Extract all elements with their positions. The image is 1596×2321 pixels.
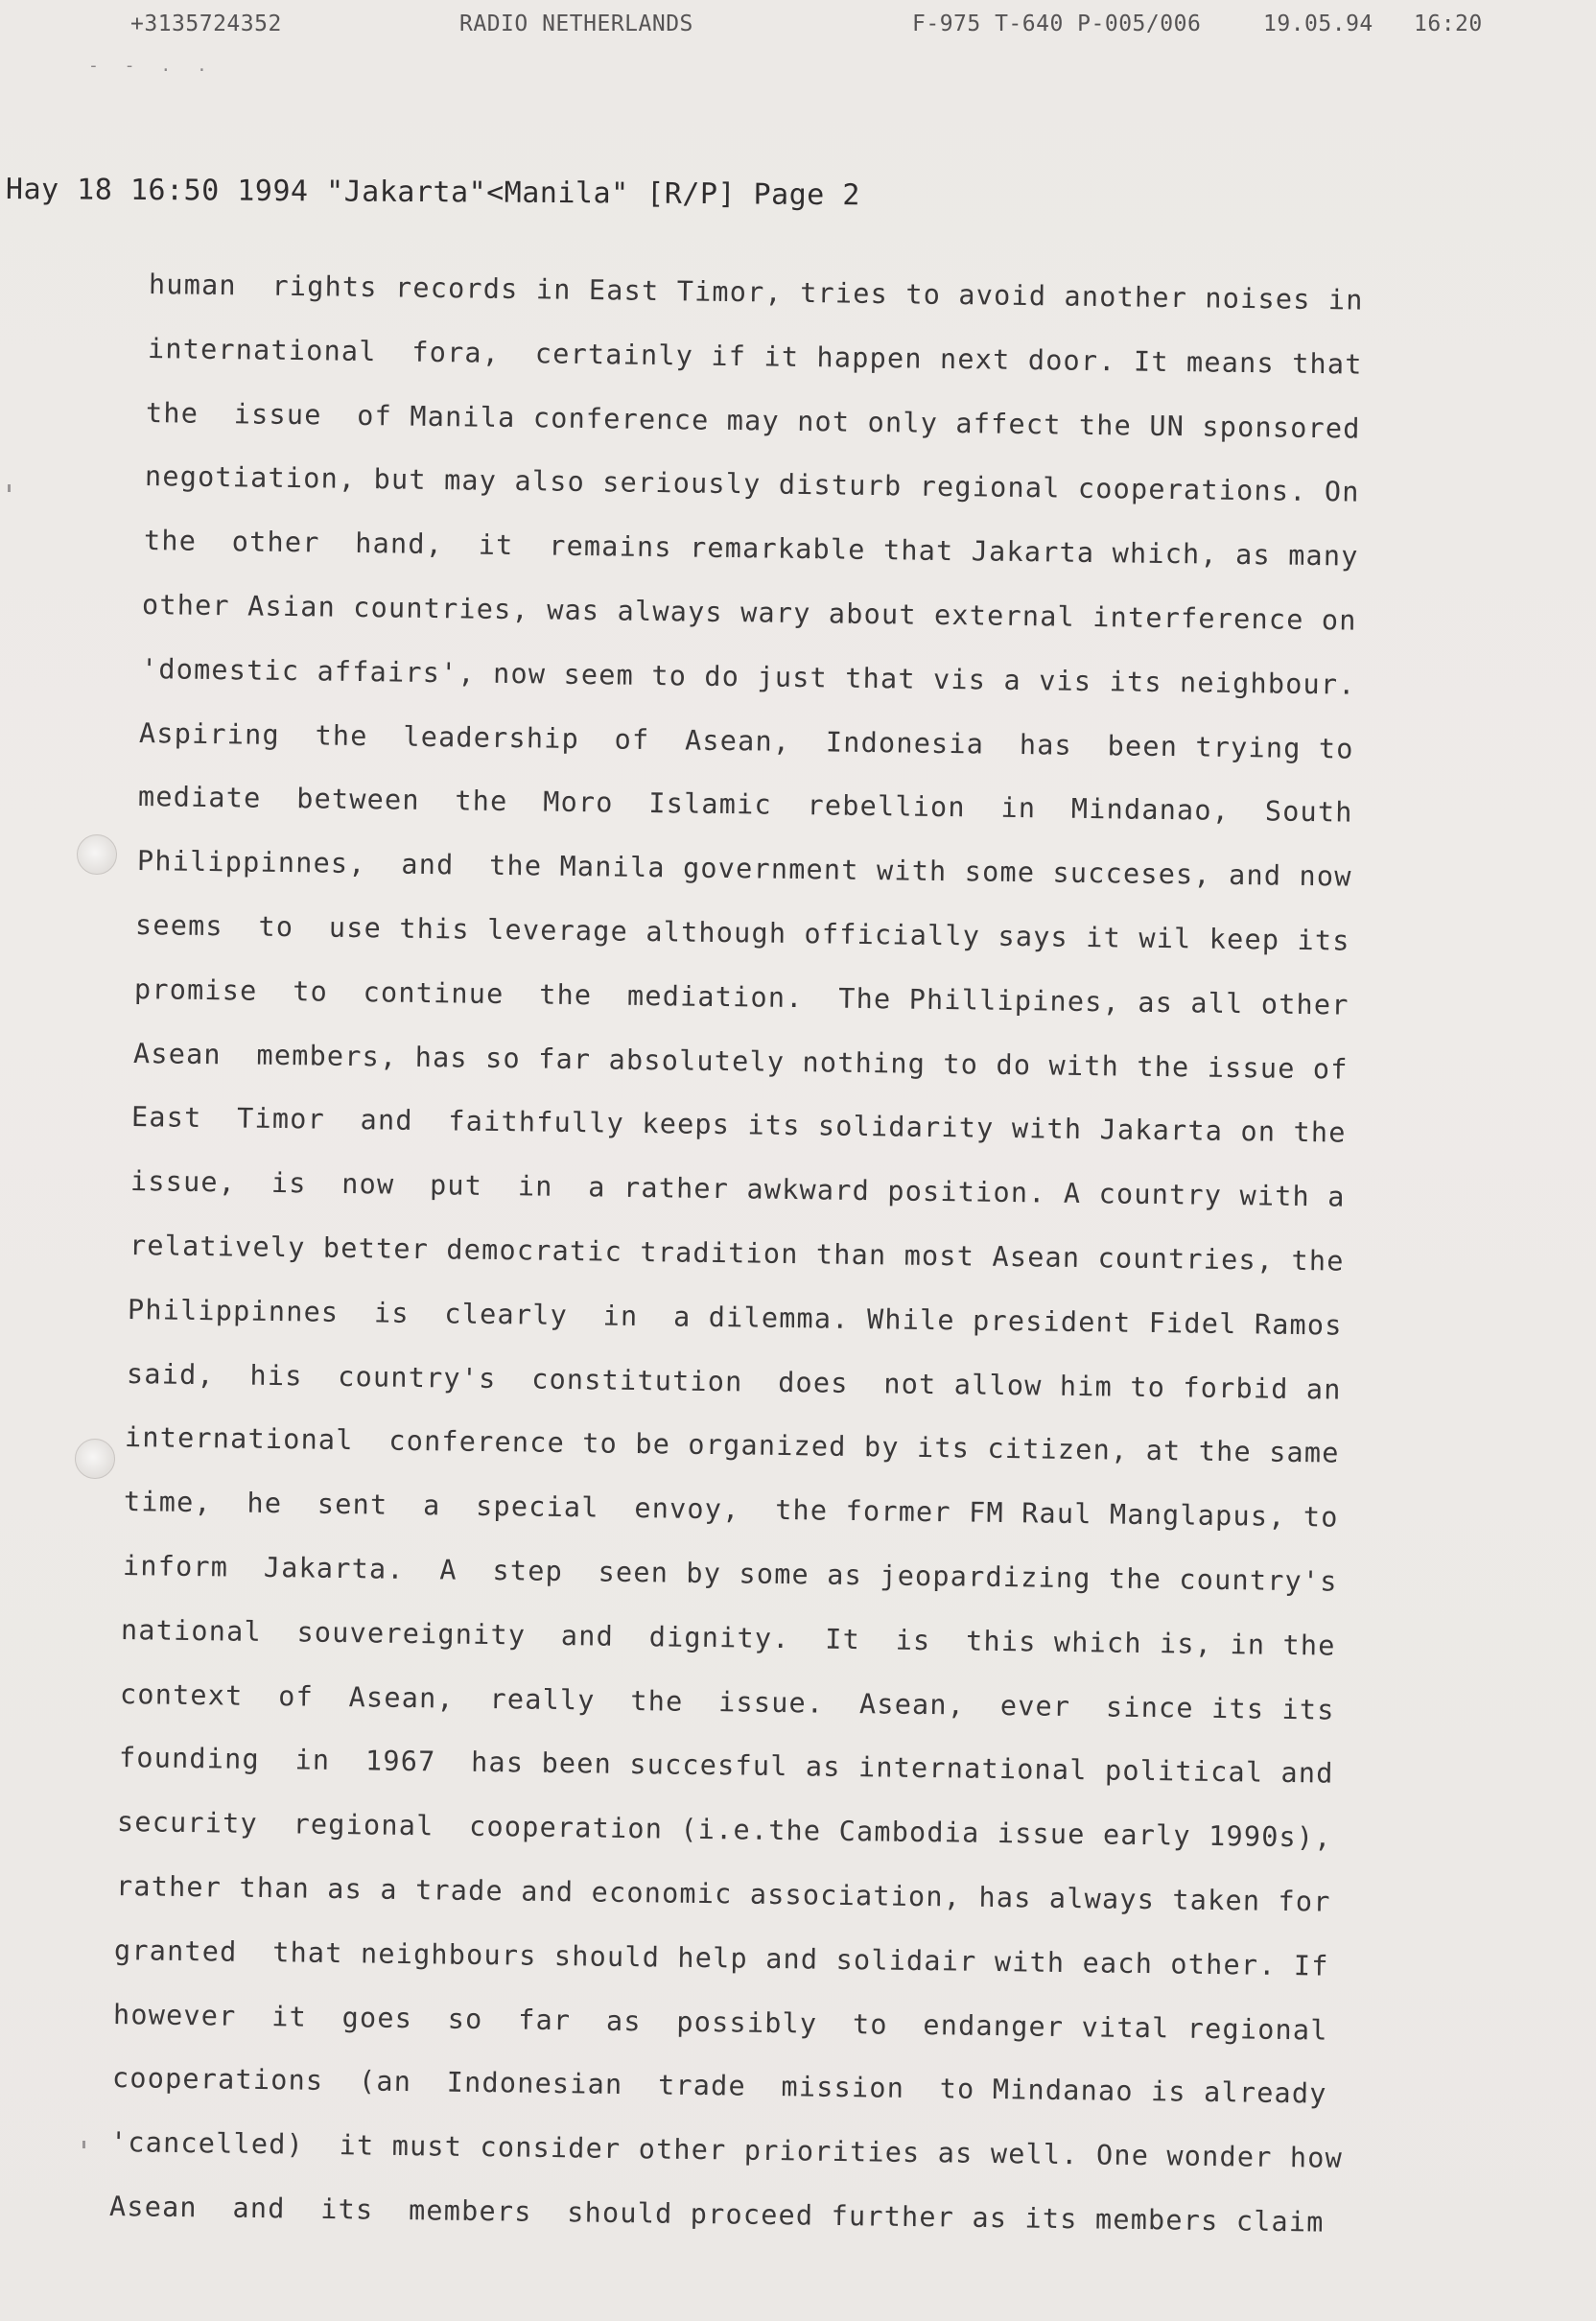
- fax-number: +3135724352: [130, 12, 282, 36]
- body-line: inform Jakarta. A step seen by some as jeopardizing the country's: [122, 1550, 1338, 1598]
- fax-station: RADIO NETHERLANDS: [459, 12, 693, 36]
- body-line: security regional cooperation (i.e.the Cambodia issue early 1990s),: [116, 1806, 1333, 1854]
- body-line: national souvereignity and dignity. It is this which is, in the: [121, 1613, 1337, 1662]
- body-line: other Asian countries, was always wary about external interference on: [141, 589, 1357, 637]
- body-line: East Timor and faithfully keeps its solidarity with Jakarta on the: [131, 1101, 1348, 1149]
- fax-date: 19.05.94: [1263, 12, 1373, 36]
- body-line: rather than as a trade and economic association, has always taken for: [115, 1870, 1331, 1918]
- body-line: granted that neighbours should help and solidair with each other. If: [114, 1934, 1330, 1982]
- body-line: Philippinnes is clearly in a dilemma. While president Fidel Ramos: [127, 1293, 1343, 1342]
- body-line: the other hand, it remains remarkable that Jakarta which, as many: [143, 525, 1359, 573]
- body-line: relatively better democratic tradition than most Asean countries, the: [129, 1230, 1345, 1278]
- body-line: Philippinnes, and the Manila government with some succeses, and now: [136, 845, 1352, 893]
- fax-time: 16:20: [1414, 12, 1483, 36]
- body-line: 'domestic affairs', now seem to do just that vis a vis its neighbour.: [140, 652, 1356, 701]
- body-line: Aspiring the leadership of Asean, Indonesia has been trying to: [139, 716, 1355, 765]
- body-line: however it goes so far as possibly to endanger vital regional: [112, 1998, 1328, 2047]
- body-line: human rights records in East Timor, tries to avoid another noises in: [148, 269, 1364, 316]
- scan-smudge-marks: - - . .: [88, 56, 215, 76]
- body-line: seems to use this leverage although officially says it wil keep its: [135, 909, 1351, 957]
- body-line: context of Asean, really the issue. Asean, ever since its its: [119, 1677, 1335, 1726]
- body-line: time, he sent a special envoy, the former FM Raul Manglapus, to: [123, 1486, 1339, 1534]
- body-line: founding in 1967 has been succesful as international political and: [118, 1742, 1334, 1790]
- body-line: Asean and its members should proceed further as its members claim: [108, 2191, 1325, 2239]
- body-line: international fora, certainly if it happen next door. It means that: [147, 332, 1363, 381]
- scan-edge-mark: [8, 484, 11, 492]
- body-line: mediate between the Moro Islamic rebellion in Mindanao, South: [137, 781, 1353, 829]
- body-line: 'cancelled) it must consider other priorities as well. One wonder how: [110, 2126, 1344, 2175]
- body-line: the issue of Manila conference may not only affect the UN sponsored: [146, 396, 1362, 445]
- document-header: Hay 18 16:50 1994 "Jakarta"<Manila" [R/P] Page 2: [5, 173, 861, 213]
- body-line: said, his country's constitution does not allow him to forbid an: [126, 1357, 1342, 1406]
- fax-page-info: F-975 T-640 P-005/006: [912, 12, 1202, 36]
- body-line: Asean members, has so far absolutely nothing to do with the issue of: [132, 1037, 1349, 1086]
- punch-hole: [75, 1439, 115, 1479]
- body-line: promise to continue the mediation. The Phillipines, as all other: [133, 973, 1350, 1021]
- body-line: negotiation, but may also seriously disturb regional cooperations. On: [144, 460, 1360, 508]
- body-line: cooperations (an Indonesian trade mission to Mindanao is already: [111, 2062, 1327, 2110]
- punch-hole: [77, 834, 117, 875]
- scan-edge-mark: [82, 2141, 85, 2148]
- body-line: issue, is now put in a rather awkward position. A country with a: [129, 1165, 1346, 1213]
- body-line: international conference to be organized by its citizen, at the same: [125, 1421, 1341, 1469]
